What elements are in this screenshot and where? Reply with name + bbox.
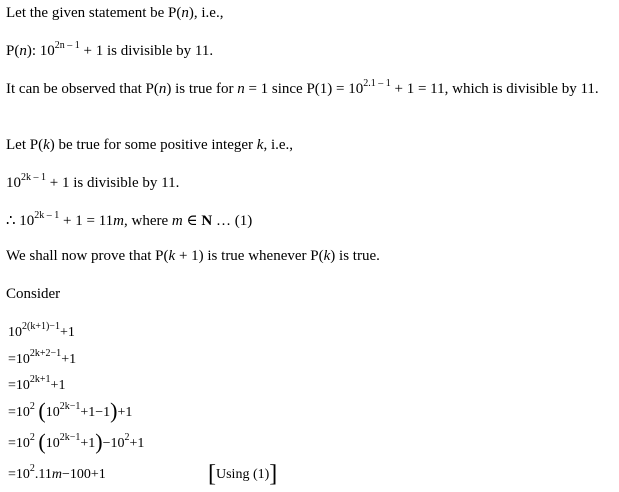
text: Let P( xyxy=(6,137,44,153)
text: … (1) xyxy=(212,213,253,229)
text: +1 xyxy=(129,436,145,451)
text: −100+1 xyxy=(62,467,106,482)
text: Let the given statement be P( xyxy=(6,5,182,21)
text: , i.e., xyxy=(263,137,294,153)
text: ) is true. xyxy=(330,248,380,264)
text: + 1 = 11 xyxy=(59,213,114,229)
var-k: k xyxy=(168,248,176,264)
text: 10 xyxy=(45,436,60,451)
var-k: k xyxy=(43,137,50,153)
exponent: 2n – 1 xyxy=(54,40,80,51)
exponent: 2 xyxy=(124,432,130,444)
step-5 xyxy=(8,429,145,454)
var-k: k xyxy=(256,137,264,153)
text: +1 xyxy=(59,325,75,340)
text: ), i.e., xyxy=(188,5,224,21)
hypothesis-statement xyxy=(6,174,179,192)
using-note xyxy=(208,461,278,487)
var-n: n xyxy=(181,5,189,21)
text: + 1) is true whenever P( xyxy=(175,248,324,264)
var-m: m xyxy=(171,213,183,229)
text: It can be observed that P( xyxy=(6,81,159,97)
text: + 1 = 11, which is divisible by 11. xyxy=(390,81,599,97)
var-n: n xyxy=(237,81,245,97)
goal-line xyxy=(6,247,380,265)
exponent: 2(k+1)−1 xyxy=(22,321,60,333)
text: ): 10 xyxy=(26,43,55,59)
text: + 1 is divisible by 11. xyxy=(46,175,180,191)
step-3 xyxy=(8,374,66,395)
paren-close: ) xyxy=(95,429,103,454)
text: .11 xyxy=(34,467,52,482)
text: +1 xyxy=(61,352,77,367)
text: = 1 since P(1) = 10 xyxy=(244,81,364,97)
hypothesis-line xyxy=(6,136,293,154)
base-case-paragraph xyxy=(6,80,612,98)
statement-line xyxy=(6,42,213,60)
step-1 xyxy=(8,321,75,342)
exponent: 2k – 1 xyxy=(34,210,60,221)
natural-numbers-symbol: N xyxy=(201,213,213,229)
text: −10 xyxy=(102,436,125,451)
text: 10 xyxy=(8,325,22,340)
text: ) is true for xyxy=(166,81,238,97)
text: 10 xyxy=(45,405,60,420)
text: =10 xyxy=(8,436,30,451)
paren-open: ( xyxy=(38,429,46,454)
exponent: 2k−1 xyxy=(59,401,81,413)
var-m: m xyxy=(51,467,63,482)
consider-line: Consider xyxy=(6,286,61,302)
exponent: 2 xyxy=(29,463,35,475)
text: We shall now prove that P( xyxy=(6,248,169,264)
exponent: 2k – 1 xyxy=(21,172,46,183)
intro-line-1 xyxy=(6,4,223,22)
step-6 xyxy=(8,461,278,487)
text: ∴ 10 xyxy=(6,213,35,229)
var-n: n xyxy=(19,43,27,59)
text: =10 xyxy=(8,352,30,367)
text: ∈ xyxy=(182,213,202,229)
step-4 xyxy=(8,398,133,423)
text: +1−1 xyxy=(80,405,111,420)
text: +1 xyxy=(50,378,66,393)
bracket-close: ] xyxy=(269,461,278,487)
equation-1-line xyxy=(6,212,252,230)
text: +1 xyxy=(117,405,133,420)
text: =10 xyxy=(8,405,30,420)
text: P( xyxy=(6,43,20,59)
var-m: m xyxy=(113,213,125,229)
exponent: 2.1 – 1 xyxy=(363,78,391,89)
text: =10 xyxy=(8,467,30,482)
text: +1 xyxy=(80,436,96,451)
text: 10 xyxy=(6,175,21,191)
text: , where xyxy=(124,213,172,229)
text: ) be true for some positive integer xyxy=(49,137,257,153)
note-text: Using (1) xyxy=(216,467,270,482)
bracket-open: [ xyxy=(208,461,216,487)
step-2 xyxy=(8,348,77,369)
exponent: 2k−1 xyxy=(59,432,81,444)
paren-close: ) xyxy=(110,398,118,423)
exponent: 2 xyxy=(29,401,35,413)
exponent: 2k+1 xyxy=(29,374,51,386)
text: =10 xyxy=(8,378,30,393)
text: + 1 is divisible by 11. xyxy=(79,43,214,59)
paren-open: ( xyxy=(38,398,46,423)
exponent: 2k+2−1 xyxy=(29,348,62,360)
var-k: k xyxy=(323,248,331,264)
var-n: n xyxy=(158,81,167,97)
exponent: 2 xyxy=(29,432,35,444)
